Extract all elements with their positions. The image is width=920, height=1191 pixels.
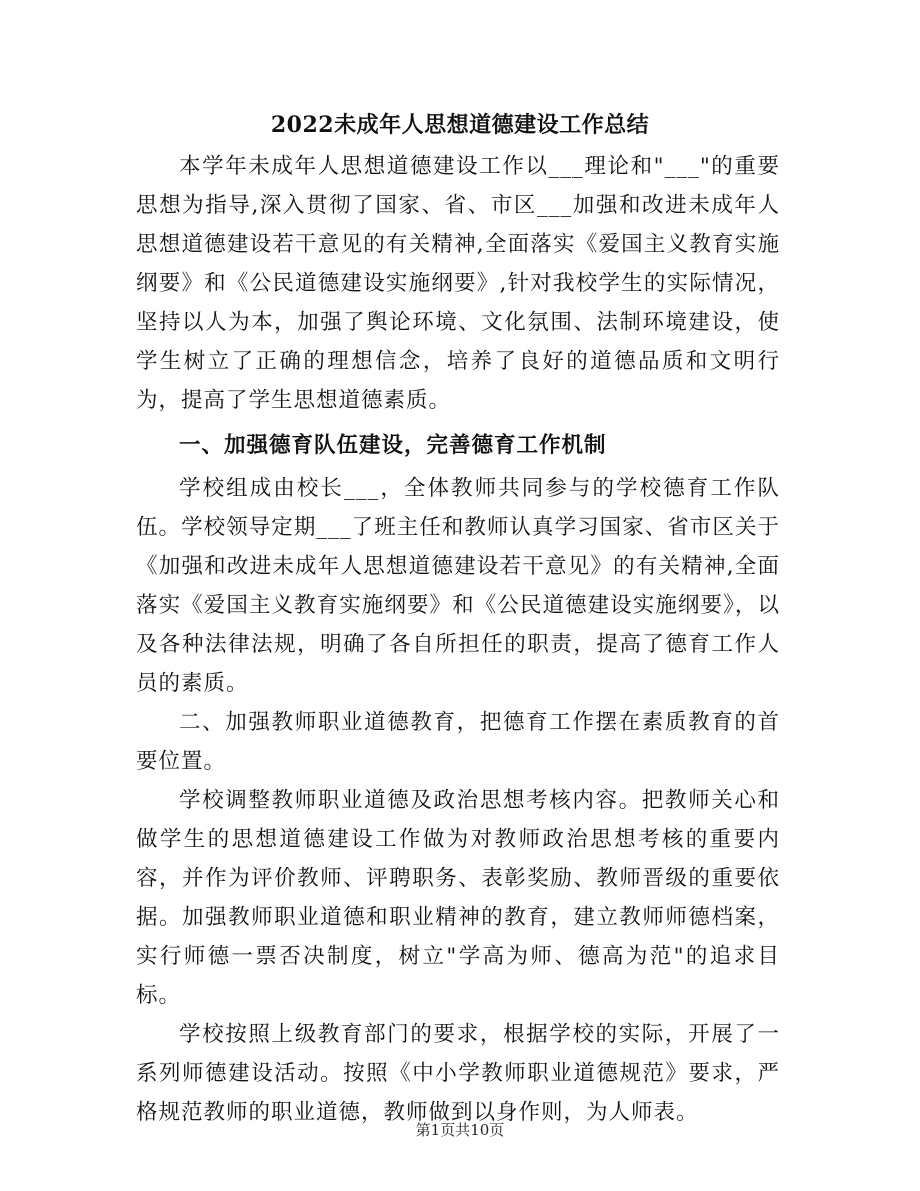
document-body xyxy=(136,147,780,1132)
document-title: 2022未成年人思想道德建设工作总结 xyxy=(270,112,650,138)
section-heading-2: 二、加强教师职业道德教育，把德育工作摆在素质教育的首要位置。 xyxy=(136,710,780,774)
section-2-paragraph-1: 学校调整教师职业道德及政治思想考核内容。把教师关心和做学生的思想道德建设工作做为对教师政治思想考核的重要内容，并作为评价教师、评聘职务、表彰奖励、教师晋级的重要依据。加强教师职业道德和职业精神的教育，建立教师师德档案，实行师德一票否决制度，树立"学高为师、德高为范"的追求目标。 xyxy=(136,788,780,1008)
page-number-footer: 第1页共10页 xyxy=(415,1121,505,1139)
intro-paragraph: 本学年未成年人思想道德建设工作以___理论和"___"的重要思想为指导,深入贯彻了国家、省、市区___加强和改进未成年人思想道德建设若干意见的有关精神,全面落实《爱国主义教育实施纲要》和《公民道德建设实施纲要》,针对我校学生的实际情况，坚持以人为本，加强了舆论环境、文化氛围、法制环境建设，使学生树立了正确的理想信念，培养了良好的道德品质和文明行为，提高了学生思想道德素质。 xyxy=(136,154,780,413)
section-heading-1: 一、加强德育队伍建设，完善德育工作机制 xyxy=(179,433,607,458)
section-1-paragraph: 学校组成由校长___，全体教师共同参与的学校德育工作队伍。学校领导定期___了班主任和教师认真学习国家、省市区关于《加强和改进未成年人思想道德建设若干意见》的有关精神,全面落实《爱国主义教育实施纲要》和《公民道德建设实施纲要》，以及各种法律法规，明确了各自所担任的职责，提高了德育工作人员的素质。 xyxy=(136,476,780,696)
section-2-paragraph-2: 学校按照上级教育部门的要求，根据学校的实际，开展了一系列师德建设活动。按照《中小学教师职业道德规范》要求，严格规范教师的职业道德，教师做到以身作则，为人师表。 xyxy=(136,1022,780,1125)
